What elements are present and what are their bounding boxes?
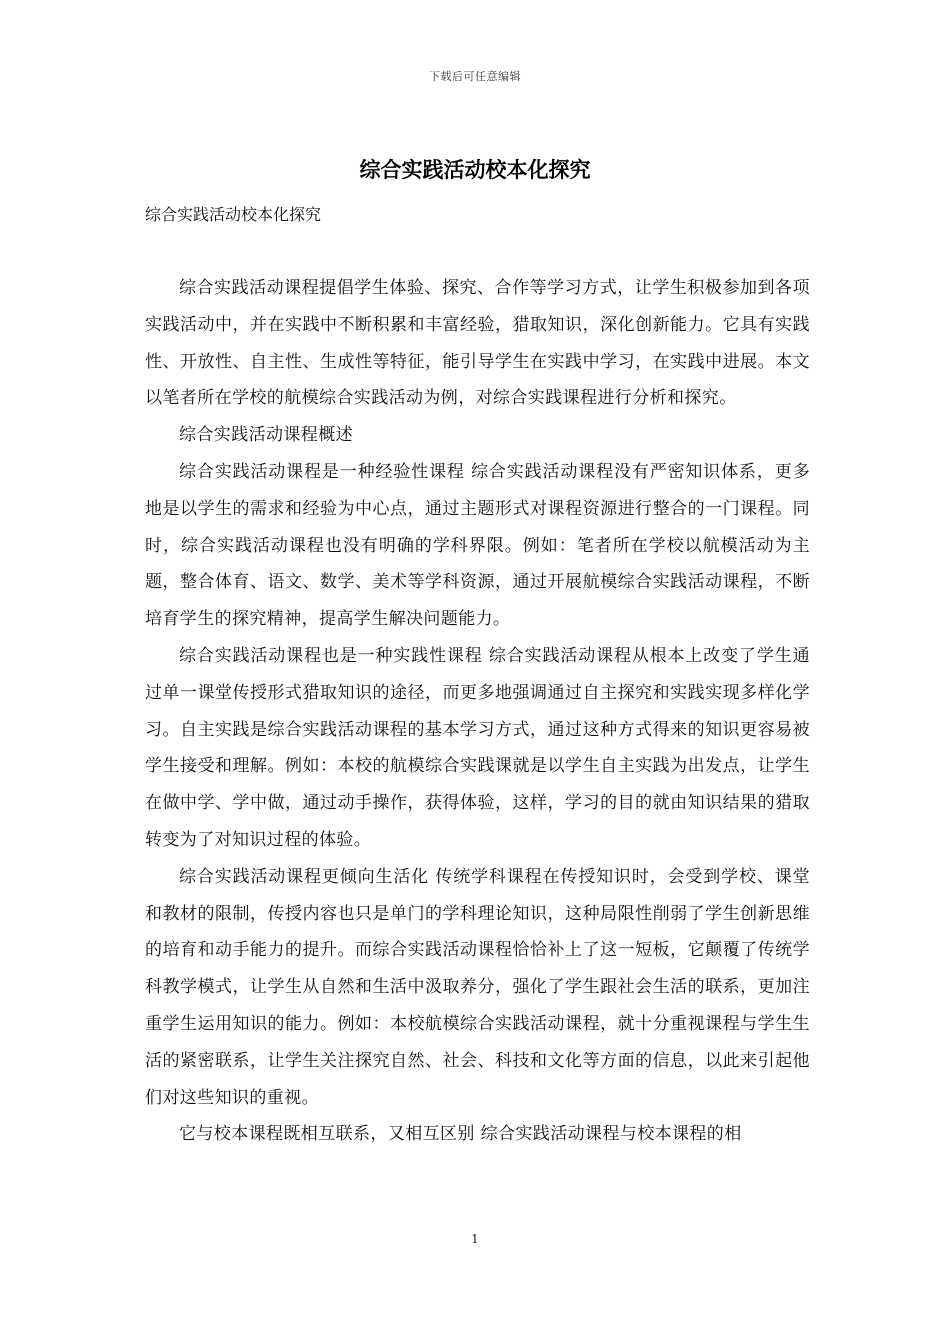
page-number: 1 <box>471 1232 479 1246</box>
document-subtitle: 综合实践活动校本化探究 <box>145 205 322 224</box>
paragraph-practical: 综合实践活动课程也是一种实践性课程 综合实践活动课程从根本上改变了学生通过单一课堂传授形式猎取知识的途径，而更多地强调通过自主探究和实践实现多样化学习。自主实践是综合实践活动课程的基本学习方式，通过这种方式得来的知识更容易被学生接受和理解。例如：本校的航模综合实践课就是以学生自主实践为出发点，让学生在做中学、学中做，通过动手操作，获得体验，这样，学习的目的就由知识结果的猎取转变为了对知识过程的体验。 <box>145 645 810 850</box>
document-body <box>145 270 810 1153</box>
paragraph-school-based-relation: 它与校本课程既相互联系，又相互区别 综合实践活动课程与校本课程的相 <box>179 1124 742 1145</box>
paragraph-life-oriented: 综合实践活动课程更倾向生活化 传统学科课程在传授知识时，会受到学校、课堂和教材的限制，传授内容也只是单门的学科理论知识，这种局限性削弱了学生创新思维的培育和动手能力的提升。而综合实践活动课程恰恰补上了这一短板，它颠覆了传统学科教学模式，让学生从自然和生活中汲取养分，强化了学生跟社会生活的联系，更加注重学生运用知识的能力。例如：本校航模综合实践活动课程，就十分重视课程与学生生活的紧密联系，让学生关注探究自然、社会、科技和文化等方面的信息，以此来引起他们对这些知识的重视。 <box>145 866 810 1108</box>
paragraph-experiential: 综合实践活动课程是一种经验性课程 综合实践活动课程没有严密知识体系，更多地是以学生的需求和经验为中心点，通过主题形式对课程资源进行整合的一门课程。同时，综合实践活动课程也没有明确的学科界限。例如：笔者所在学校以航模活动为主题，整合体育、语文、数学、美术等学科资源，通过开展航模综合实践活动课程，不断培育学生的探究精神，提高学生解决问题能力。 <box>145 461 810 630</box>
document-title: 综合实践活动校本化探究 <box>359 157 591 182</box>
paragraph-intro: 综合实践活动课程提倡学生体验、探究、合作等学习方式，让学生积极参加到各项实践活动中，并在实践中不断积累和丰富经验，猎取知识，深化创新能力。它具有实践性、开放性、自主性、生成性等特征，能引导学生在实践中学习，在实践中进展。本文以笔者所在学校的航模综合实践活动为例，对综合实践课程进行分析和探究。 <box>145 278 810 409</box>
page-header-note: 下载后可任意编辑 <box>429 70 521 83</box>
section-heading-overview: 综合实践活动课程概述 <box>179 425 353 446</box>
